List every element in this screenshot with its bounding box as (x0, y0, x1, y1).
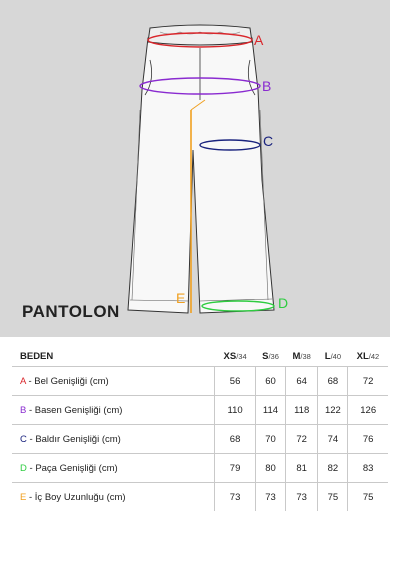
cell-value: 79 (215, 454, 256, 483)
size-sub: /42 (368, 351, 380, 361)
row-letter: B (20, 404, 27, 416)
cell-value: 83 (348, 454, 388, 483)
page-title: PANTOLON (22, 302, 120, 321)
size-sub: /34 (236, 351, 247, 361)
size-sub: /40 (330, 351, 342, 361)
table-row (12, 396, 388, 425)
size-header-label: BEDEN (20, 350, 54, 362)
size-main: S (262, 350, 269, 362)
row-label (12, 483, 215, 512)
size-main: XL (356, 350, 369, 362)
size-main: M (292, 350, 301, 362)
row-label-text: - İç Boy Uzunluğu (cm) (26, 491, 126, 503)
cell-value: 73 (285, 483, 318, 512)
cell-value: 72 (285, 425, 318, 454)
cell-value: 74 (318, 425, 348, 454)
cell-value: 80 (256, 454, 286, 483)
row-letter: A (20, 375, 26, 387)
cell-value: 81 (285, 454, 318, 483)
row-label (12, 396, 215, 425)
size-sub: /36 (268, 351, 279, 361)
row-label-text: - Paça Genişliği (cm) (26, 462, 118, 474)
cell-value: 64 (285, 367, 318, 396)
cell-value: 56 (215, 367, 256, 396)
cell-value: 73 (256, 483, 286, 512)
row-letter: C (20, 433, 27, 445)
size-col-s (256, 346, 286, 367)
cell-value: 75 (318, 483, 348, 512)
cell-value: 76 (348, 425, 388, 454)
cell-value: 118 (285, 396, 318, 425)
cell-value: 68 (318, 367, 348, 396)
row-label (12, 454, 215, 483)
row-letter: D (20, 462, 27, 474)
size-col-l (318, 346, 348, 367)
size-col-xs (215, 346, 256, 367)
cell-value: 70 (256, 425, 286, 454)
cell-value: 110 (215, 396, 256, 425)
cell-value: 114 (256, 396, 286, 425)
cell-value: 75 (348, 483, 388, 512)
size-table (12, 346, 388, 511)
cell-value: 68 (215, 425, 256, 454)
marker-b-label: B (262, 78, 272, 94)
cell-value: 126 (348, 396, 388, 425)
cell-value: 122 (318, 396, 348, 425)
pants-outline (128, 38, 274, 313)
cell-value: 72 (348, 367, 388, 396)
size-main: XS (223, 350, 237, 362)
cell-value: 60 (256, 367, 286, 396)
marker-a-label: A (254, 32, 264, 48)
size-sub: /38 (300, 351, 311, 361)
row-label (12, 367, 215, 396)
size-main: L (324, 350, 331, 362)
table-row (12, 483, 388, 512)
size-col-xl (348, 346, 388, 367)
table-header-row (12, 346, 388, 367)
table-row (12, 367, 388, 396)
row-letter: E (20, 491, 27, 503)
cell-value: 73 (215, 483, 256, 512)
marker-c-label: C (263, 133, 274, 149)
marker-d-label: D (278, 295, 289, 311)
table-row (12, 454, 388, 483)
row-label-text: - Bel Genişliği (cm) (25, 375, 109, 387)
table-row (12, 425, 388, 454)
row-label (12, 425, 215, 454)
row-label-text: - Basen Genişliği (cm) (26, 404, 123, 416)
cell-value: 82 (318, 454, 348, 483)
marker-e-label: E (176, 290, 186, 306)
size-col-m (285, 346, 318, 367)
row-label-text: - Baldır Genişliği (cm) (26, 433, 121, 445)
